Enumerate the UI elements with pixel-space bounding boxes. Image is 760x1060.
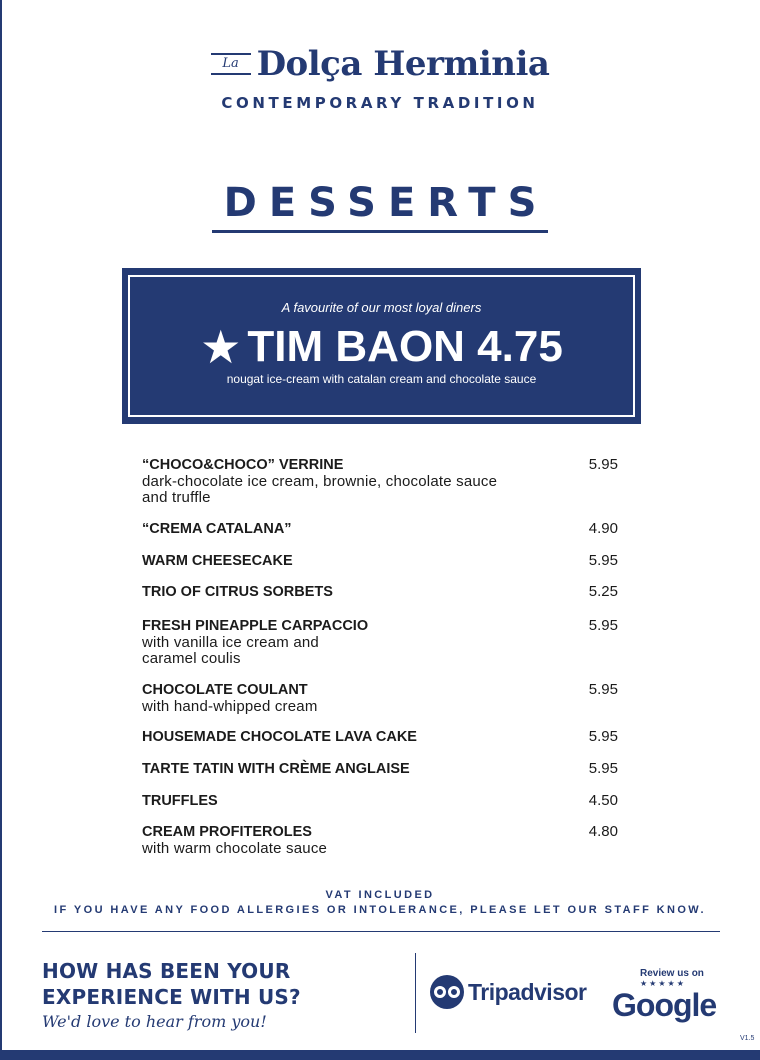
- logo-prefix: La: [211, 53, 251, 75]
- feedback-question-line: HOW HAS BEEN YOUR: [42, 959, 291, 983]
- menu-item: [142, 681, 622, 728]
- menu-item-description: with vanilla ice cream and caramel coulis: [142, 634, 319, 667]
- version-label: V1.5: [740, 1035, 755, 1042]
- menu-item-name: FRESH PINEAPPLE CARPACCIO: [142, 618, 369, 634]
- menu-item-price: 5.95: [588, 456, 618, 473]
- menu-item-name: “CHOCO&CHOCO” VERRINE: [142, 457, 344, 473]
- menu-item-price: 4.50: [588, 792, 618, 809]
- menu-item-name: TRUFFLES: [142, 793, 218, 809]
- menu-item: [142, 617, 622, 681]
- page-title: [0, 180, 760, 233]
- owl-eye-left: [434, 986, 446, 998]
- menu-item-name: TARTE TATIN WITH CRÈME ANGLAISE: [142, 761, 410, 777]
- menu-item-price: 5.25: [588, 583, 618, 600]
- featured-dessert-box: [122, 268, 641, 424]
- page-title-text: DESSERTS: [212, 180, 549, 233]
- featured-name-price: TIM BAON 4.75: [247, 322, 563, 371]
- feedback-subtitle: We'd love to hear from you!: [42, 1012, 267, 1031]
- menu-item-price: 5.95: [588, 552, 618, 569]
- menu-item-name: WARM CHEESECAKE: [142, 553, 293, 569]
- menu-item-price: 5.95: [588, 760, 618, 777]
- menu-item-name: TRIO OF CITRUS SORBETS: [142, 584, 333, 600]
- menu-item-description: dark-chocolate ice cream, brownie, chocolate sauce and truffle: [142, 473, 498, 506]
- brand-name: Dolça Herminia: [256, 44, 550, 84]
- menu-item-description: with hand-whipped cream: [142, 698, 318, 715]
- bottom-border-bar: [0, 1050, 760, 1060]
- menu-item-price: 4.90: [588, 520, 618, 537]
- menu-item-price: 5.95: [588, 681, 618, 698]
- brand-logo: [0, 44, 760, 84]
- owl-eye-right: [448, 986, 460, 998]
- menu-item: [142, 792, 622, 823]
- allergy-note: IF YOU HAVE ANY FOOD ALLERGIES OR INTOLERANCE, PLEASE LET OUR STAFF KNOW.: [54, 904, 706, 916]
- footer-divider-rule: [42, 931, 720, 932]
- star-icon: ★: [200, 321, 242, 373]
- google-label: Google: [612, 987, 717, 1023]
- menu-item: [142, 728, 622, 760]
- menu-item-name: “CREMA CATALANA”: [142, 521, 292, 537]
- menu-item: [142, 823, 622, 859]
- menu-item-price: 5.95: [588, 728, 618, 745]
- google-review-prompt: Review us on: [640, 968, 704, 979]
- menu-item-price: 5.95: [588, 617, 618, 634]
- menu-item-name: HOUSEMADE CHOCOLATE LAVA CAKE: [142, 729, 417, 745]
- brand-tagline: CONTEMPORARY TRADITION: [221, 94, 539, 112]
- menu-item: [142, 583, 622, 617]
- menu-item: [142, 552, 622, 583]
- feedback-question: [42, 958, 301, 1010]
- menu-item-description: with warm chocolate sauce: [142, 840, 328, 857]
- vat-note: VAT INCLUDED: [325, 889, 435, 901]
- google-review-badge[interactable]: [612, 968, 716, 1022]
- menu-item-name: CREAM PROFITEROLES: [142, 824, 312, 840]
- menu-item: [142, 520, 622, 552]
- tripadvisor-badge[interactable]: [430, 975, 586, 1009]
- rating-stars-icon: ★★★★★: [640, 979, 686, 988]
- footer-vertical-divider: [415, 953, 416, 1033]
- tripadvisor-owl-icon: [430, 975, 464, 1009]
- menu-item: [142, 456, 622, 520]
- menu-item-price: 4.80: [588, 823, 618, 840]
- featured-headline: [122, 320, 641, 374]
- feedback-question-line: EXPERIENCE WITH US?: [42, 985, 301, 1009]
- featured-description: nougat ice-cream with catalan cream and chocolate sauce: [226, 372, 537, 386]
- menu-notes: [0, 888, 760, 918]
- menu-item-name: CHOCOLATE COULANT: [142, 682, 308, 698]
- dessert-menu-list: [142, 456, 622, 859]
- tripadvisor-label: Tripadvisor: [468, 978, 587, 1005]
- menu-item: [142, 760, 622, 792]
- featured-kicker: A favourite of our most loyal diners: [281, 300, 482, 315]
